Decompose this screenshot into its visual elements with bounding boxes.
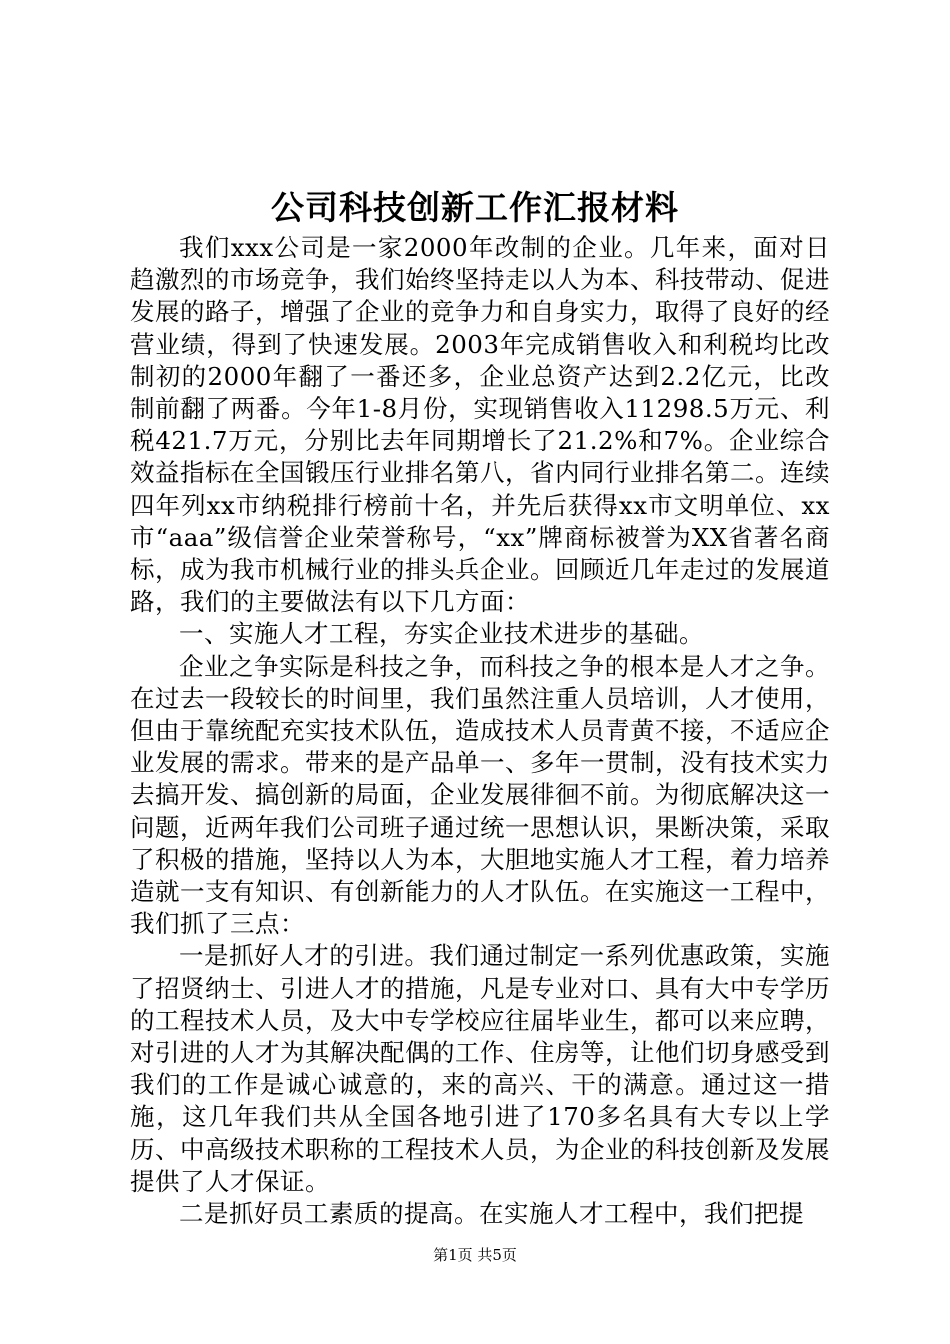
- page-number-footer: 第1页 共5页: [433, 1246, 517, 1264]
- page-title: 公司科技创新工作汇报材料: [271, 188, 679, 227]
- paragraph-intro: 我们xxx公司是一家2000年改制的企业。几年来，面对日趋激烈的市场竞争，我们始终坚持走以人为本、科技带动、促进发展的路子，增强了企业的竞争力和自身实力，取得了良好的经营业绩，得到了快速发展。2003年完成销售收入和利税均比改制初的2000年翻了一番还多，企业总资产达到2.2亿元，比改制前翻了两番。今年1-8月份，实现销售收入11298.5万元、利税421.7万元，分别比去年同期增长了21.2%和7%。企业综合效益指标在全国锻压行业排名第八，省内同行业排名第二。连续四年列xx市纳税排行榜前十名，并先后获得xx市文明单位、xx市“aaa”级信誉企业荣誉称号，“xx”牌商标被誉为XX省著名商标，成为我市机械行业的排头兵企业。回顾近几年走过的发展道路，我们的主要做法有以下几方面：: [130, 233, 830, 617]
- paragraph-point-two: 二是抓好员工素质的提高。在实施人才工程中，我们把提: [179, 1199, 804, 1229]
- paragraph-section-heading: 一、实施人才工程，夯实企业技术进步的基础。: [179, 619, 704, 649]
- document-body: [130, 232, 830, 1230]
- paragraph-talent: 企业之争实际是科技之争，而科技之争的根本是人才之争。在过去一段较长的时间里，我们虽然注重人员培训，人才使用，但由于靠统配充实技术队伍，造成技术人员青黄不接，不适应企业发展的需求。带来的是产品单一、多年一贯制，没有技术实力去搞开发、搞创新的局面，企业发展徘徊不前。为彻底解决这一问题，近两年我们公司班子通过统一思想认识，果断决策，采取了积极的措施，坚持以人为本，大胆地实施人才工程，着力培养造就一支有知识、有创新能力的人才队伍。在实施这一工程中，我们抓了三点：: [130, 651, 830, 939]
- paragraph-point-one: 一是抓好人才的引进。我们通过制定一系列优惠政策，实施了招贤纳士、引进人才的措施，凡是专业对口、具有大中专学历的工程技术人员，及大中专学校应往届毕业生，都可以来应聘，对引进的人才为其解决配偶的工作、住房等，让他们切身感受到我们的工作是诚心诚意的，来的高兴、干的满意。通过这一措施，这几年我们共从全国各地引进了170多名具有大专以上学历、中高级技术职称的工程技术人员，为企业的科技创新及发展提供了人才保证。: [130, 941, 830, 1196]
